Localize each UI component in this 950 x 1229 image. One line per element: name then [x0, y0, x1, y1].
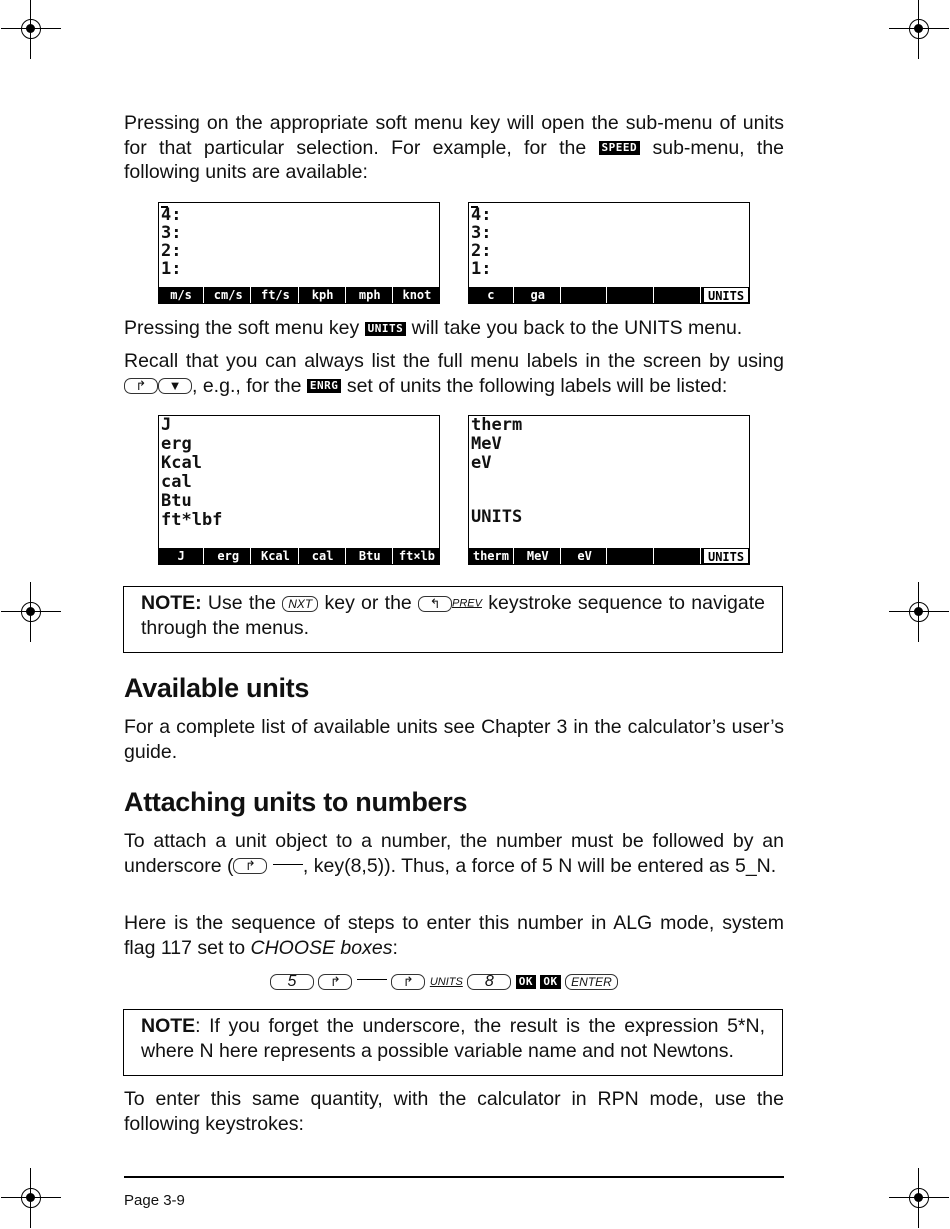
soft-menu-key: eV: [563, 548, 608, 564]
soft-menu-key: J: [159, 548, 204, 564]
key-8: 8: [467, 974, 511, 990]
label-line: Kcal: [161, 453, 202, 473]
soft-menu-key: kph: [301, 287, 346, 303]
stack-line: 1:: [471, 259, 492, 279]
stack-line: 2:: [161, 241, 182, 261]
note-box-underscore: [123, 1009, 783, 1076]
paragraph-text: Here is the sequence of steps to enter this number in ALG mode, system flag 117 set to: [124, 912, 784, 959]
note-label: NOTE:: [141, 592, 202, 614]
heading-attaching-units: Attaching units to numbers: [124, 787, 468, 817]
paragraph-text: set of units the following labels will be listed:: [346, 374, 728, 397]
right-shift-key: [318, 974, 352, 990]
down-arrow-icon: ▼: [168, 378, 182, 394]
paragraph-text: , e.g., for the: [192, 374, 302, 397]
right-shift-icon: ↱: [135, 378, 147, 394]
right-shift-key: [391, 974, 425, 990]
paragraph-attach: [124, 829, 784, 878]
paragraph-rpn: To enter this same quantity, with the calculator in RPN mode, use the following keystrokes:: [124, 1088, 784, 1135]
ok-softkey: OK: [540, 975, 560, 989]
stack-line: 3:: [161, 223, 182, 243]
nxt-key: NXT: [282, 596, 318, 612]
label-line: erg: [161, 434, 192, 454]
registration-mark-mid-left: [1, 582, 61, 642]
label-line: Btu: [161, 491, 192, 511]
key-5: 5: [270, 974, 314, 990]
underscore-key-label: [357, 979, 387, 980]
stack-line: 4:: [161, 205, 182, 225]
right-shift-icon: ↱: [402, 973, 414, 989]
soft-menu-key: Kcal: [253, 548, 298, 564]
calculator-screen-speed-2: [468, 202, 750, 304]
soft-menu-key-units: UNITS: [703, 548, 749, 564]
underscore-key-label: [273, 864, 303, 865]
label-line: J: [161, 415, 172, 435]
paragraph-italic: CHOOSE boxes: [250, 936, 393, 959]
soft-menu-key: [656, 287, 701, 303]
soft-menu-key: m/s: [159, 287, 204, 303]
soft-menu-key: erg: [206, 548, 251, 564]
soft-menu-key-units: UNITS: [703, 287, 749, 303]
stack-line: 3:: [471, 223, 492, 243]
soft-menu-key: Btu: [348, 548, 393, 564]
calculator-screen-energy-2: [468, 415, 750, 565]
enter-key: ENTER: [565, 974, 618, 990]
units-label: UNITS: [429, 975, 463, 988]
paragraph-text: sub-menu, the following units are available:: [124, 136, 785, 183]
registration-mark-top-left: [1, 0, 61, 59]
paragraph-recall: [124, 349, 784, 398]
paragraph-text: will take you back to the UNITS menu.: [411, 317, 743, 339]
speed-softkey: SPEED: [599, 141, 641, 155]
left-shift-key: [418, 596, 452, 612]
soft-menu-key: mph: [348, 287, 393, 303]
paragraph-text: Pressing on the appropriate soft menu key will open the sub-menu of units for that particular selection. For example, for the: [124, 112, 784, 159]
left-shift-icon: ↰: [429, 595, 441, 611]
soft-menu-key: knot: [395, 287, 439, 303]
note-text: Use the: [201, 592, 276, 614]
stack-line: 2:: [471, 241, 492, 261]
units-softkey: UNITS: [365, 322, 407, 336]
label-line: MeV: [471, 434, 502, 454]
footer-rule: [124, 1176, 784, 1178]
registration-mark-bottom-left: [1, 1168, 61, 1228]
label-line: therm: [471, 415, 523, 435]
paragraph-available: For a complete list of available units see Chapter 3 in the calculator’s user’s guide.: [124, 716, 784, 763]
note-text: key or the: [324, 592, 412, 614]
soft-menu-key: MeV: [516, 548, 561, 564]
soft-menu-key: [656, 548, 701, 564]
right-shift-icon: ↱: [330, 973, 341, 989]
note-label: NOTE: [141, 1015, 196, 1037]
heading-available-units: Available units: [124, 673, 310, 703]
registration-mark-top-right: [889, 0, 949, 59]
paragraph-text: Pressing the soft menu key: [124, 317, 360, 339]
label-line: ft*lbf: [161, 510, 223, 530]
label-line: eV: [471, 453, 492, 473]
soft-menu-bar: [159, 287, 439, 303]
right-shift-key: [233, 858, 267, 874]
soft-menu-bar: [469, 548, 749, 564]
paragraph-text: :: [392, 936, 398, 959]
note-box-navigation: [123, 586, 783, 653]
soft-menu-key: therm: [469, 548, 514, 564]
down-arrow-key: [158, 378, 192, 394]
soft-menu-key: ft×lb: [395, 548, 439, 564]
right-shift-key: [124, 378, 158, 394]
label-line: cal: [161, 472, 192, 492]
paragraph-text: Recall that you can always list the full menu labels in the screen by using: [124, 350, 784, 372]
stack-line: 1:: [161, 259, 182, 279]
registration-mark-bottom-right: [889, 1168, 949, 1228]
note-text: keystroke sequence to navigate through the menus.: [141, 592, 765, 640]
right-shift-icon: ↱: [245, 858, 256, 874]
label-line: UNITS: [471, 507, 523, 527]
soft-menu-key: ft/s: [253, 287, 298, 303]
prev-label: PREV: [452, 597, 482, 610]
soft-menu-bar: [469, 287, 749, 303]
paragraph-intro: [124, 111, 784, 185]
soft-menu-key: [609, 548, 654, 564]
ok-softkey: OK: [516, 975, 536, 989]
page-number: Page 3-9: [124, 1192, 185, 1209]
soft-menu-key: [609, 287, 654, 303]
paragraph-text: , key(8,5)). Thus, a force of 5 N will be entered as 5_N.: [302, 854, 777, 877]
paragraph-text: To attach a unit object to a number, the number must be followed by an underscore (: [124, 830, 784, 877]
soft-menu-key: cm/s: [206, 287, 251, 303]
keystroke-sequence: [270, 973, 618, 991]
note-text: : If you forget the underscore, the result is the expression 5*N, where N here represents a possible variable name and not Newtons.: [141, 1015, 765, 1062]
calculator-screen-speed-1: [158, 202, 440, 304]
soft-menu-bar: [159, 548, 439, 564]
soft-menu-key: ga: [516, 287, 561, 303]
soft-menu-key: cal: [301, 548, 346, 564]
paragraph-units-back: [124, 316, 784, 341]
paragraph-sequence: [124, 911, 784, 960]
energy-softkey: ENRG: [307, 379, 342, 393]
soft-menu-key: c: [469, 287, 514, 303]
registration-mark-mid-right: [889, 582, 949, 642]
soft-menu-key: [563, 287, 608, 303]
stack-line: 4:: [471, 205, 492, 225]
calculator-screen-energy-1: [158, 415, 440, 565]
